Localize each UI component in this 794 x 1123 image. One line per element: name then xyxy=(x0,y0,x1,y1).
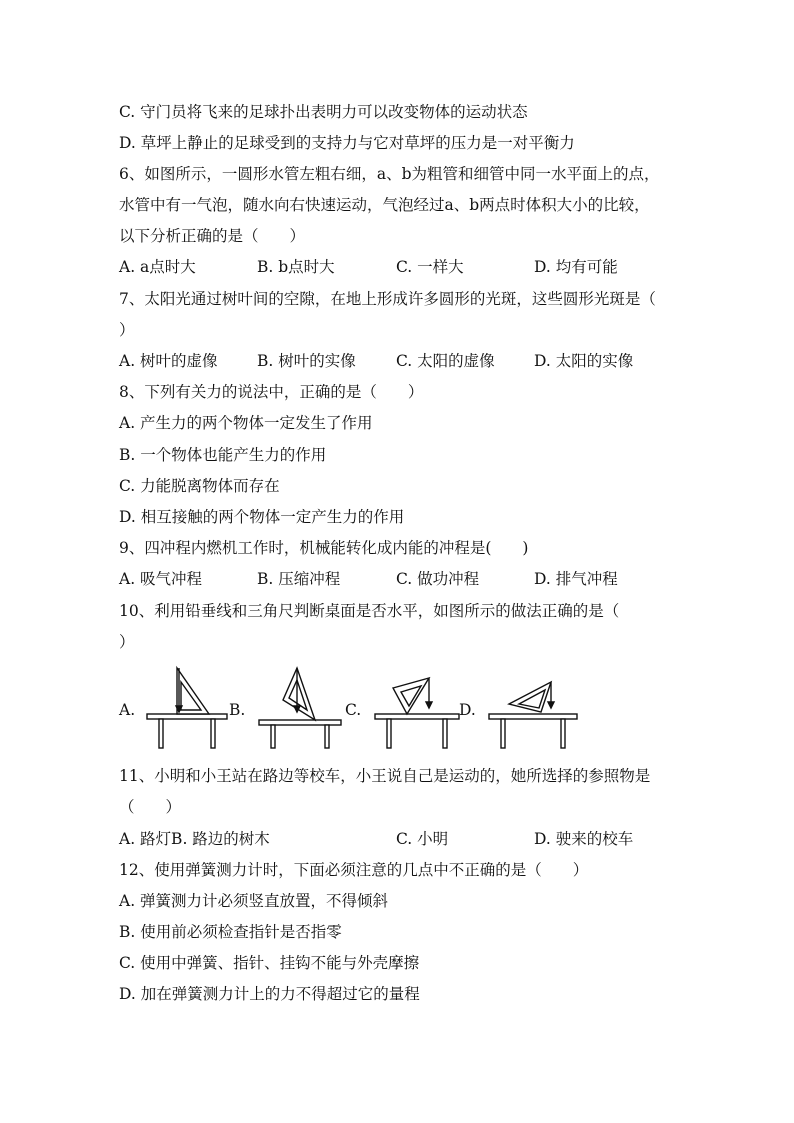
q8-option-d: D. 相互接触的两个物体一定产生力的作用 xyxy=(119,508,405,526)
q10-figure-label-b: B. xyxy=(229,701,246,719)
q7-option-b: B. 树叶的实像 xyxy=(257,352,356,370)
q9-option-b: B. 压缩冲程 xyxy=(257,570,341,588)
q11-option-ab: A. 路灯B. 路边的树木 xyxy=(119,830,270,848)
q7-option-d: D. 太阳的实像 xyxy=(534,352,634,370)
q6-stem-line1: 6、如图所示，一圆形水管左粗右细，a、b为粗管和细管中同一水平面上的点， xyxy=(119,165,660,183)
q12-option-b: B. 使用前必须检查指针是否指零 xyxy=(119,923,342,941)
q8-option-a: A. 产生力的两个物体一定发生了作用 xyxy=(119,414,373,432)
q10-figure-label-a: A. xyxy=(119,701,136,719)
q12-stem: 12、使用弹簧测力计时，下面必须注意的几点中不正确的是（ ） xyxy=(119,861,589,879)
q9-option-a: A. 吸气冲程 xyxy=(119,570,203,588)
q11-option-c: C. 小明 xyxy=(396,830,449,848)
q7-stem-line1: 7、太阳光通过树叶间的空隙，在地上形成许多圆形的光斑，这些圆形光斑是（ xyxy=(119,290,656,308)
q9-stem: 9、四冲程内燃机工作时，机械能转化成内能的冲程是( ) xyxy=(119,539,529,557)
q10-figure-b xyxy=(257,664,345,752)
q10-figure-label-c: C. xyxy=(345,701,362,719)
q7-option-c: C. 太阳的虚像 xyxy=(396,352,495,370)
q10-figure-row xyxy=(119,664,589,754)
q11-stem-line2: （ ） xyxy=(119,798,182,816)
q6-option-c: C. 一样大 xyxy=(396,258,464,276)
q12-option-d: D. 加在弹簧测力计上的力不得超过它的量程 xyxy=(119,985,420,1003)
q10-figure-d xyxy=(487,664,583,752)
q6-stem-line3: 以下分析正确的是（ ） xyxy=(119,227,306,245)
q10-figure-c xyxy=(373,664,463,752)
q12-option-c: C. 使用中弹簧、指针、挂钩不能与外壳摩擦 xyxy=(119,954,420,972)
q5-option-c: C. 守门员将飞来的足球扑出表明力可以改变物体的运动状态 xyxy=(119,103,528,121)
q11-stem-line1: 11、小明和小王站在路边等校车，小王说自己是运动的，她所选择的参照物是 xyxy=(119,767,651,785)
q8-option-c: C. 力能脱离物体而存在 xyxy=(119,477,280,495)
q6-option-d: D. 均有可能 xyxy=(534,258,618,276)
q9-option-c: C. 做功冲程 xyxy=(396,570,480,588)
q8-option-b: B. 一个物体也能产生力的作用 xyxy=(119,446,327,464)
q10-stem-line2: ） xyxy=(119,633,135,651)
q7-option-a: A. 树叶的虚像 xyxy=(119,352,218,370)
q6-stem-line2: 水管中有一气泡，随水向右快速运动，气泡经过a、b两点时体积大小的比较， xyxy=(119,196,650,214)
q10-figure-a xyxy=(145,664,229,752)
q11-option-d: D. 驶来的校车 xyxy=(534,830,634,848)
q10-stem-line1: 10、利用铅垂线和三角尺判断桌面是否水平，如图所示的做法正确的是（ xyxy=(119,602,620,620)
q6-option-b: B. b点时大 xyxy=(257,258,335,276)
q8-stem: 8、下列有关力的说法中，正确的是（ ） xyxy=(119,383,424,401)
q7-stem-line2: ） xyxy=(119,321,135,339)
q12-option-a: A. 弹簧测力计必须竖直放置，不得倾斜 xyxy=(119,892,389,910)
q9-option-d: D. 排气冲程 xyxy=(534,570,618,588)
q6-option-a: A. a点时大 xyxy=(119,258,196,276)
q5-option-d: D. 草坪上静止的足球受到的支持力与它对草坪的压力是一对平衡力 xyxy=(119,134,575,152)
q10-figure-label-d: D. xyxy=(459,701,476,719)
